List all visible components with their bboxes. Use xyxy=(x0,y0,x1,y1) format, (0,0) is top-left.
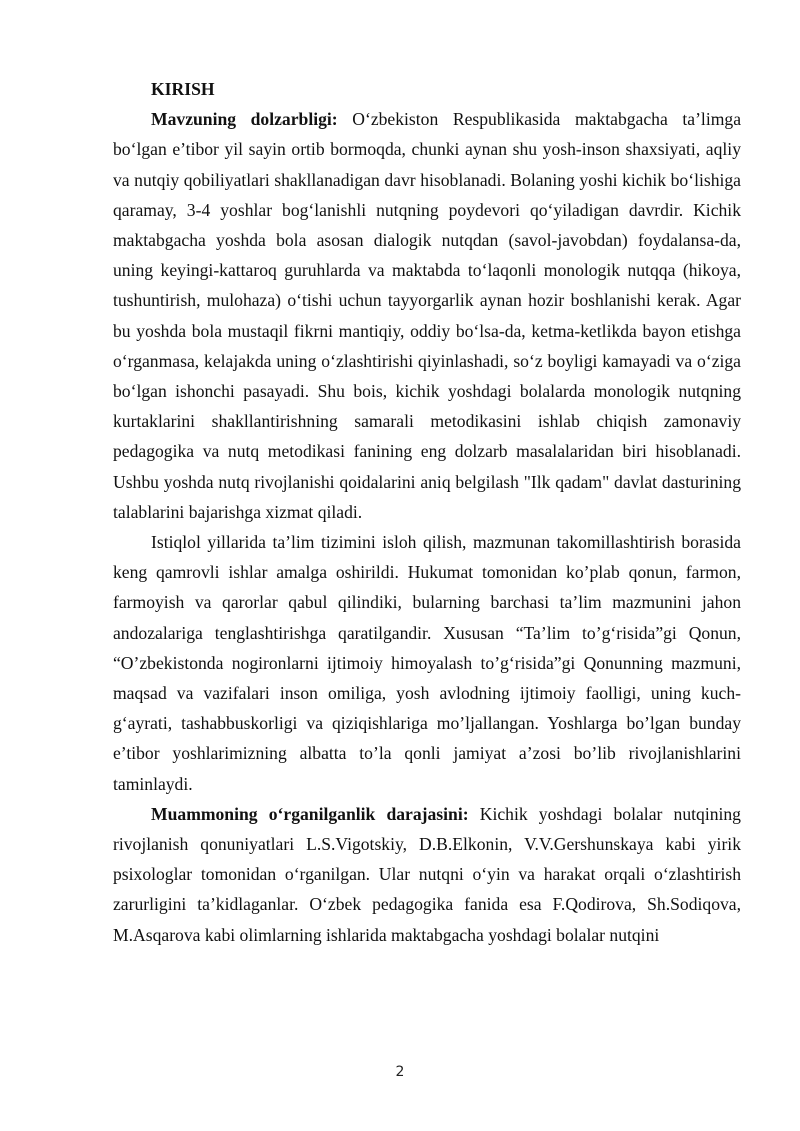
page-body xyxy=(113,74,741,950)
page-number: 2 xyxy=(395,1064,405,1080)
paragraph-reforms xyxy=(113,527,741,799)
paragraph-lead: Mavzuning dolzarbligi: xyxy=(151,109,338,130)
paragraph-relevance xyxy=(113,104,741,527)
paragraph-text: Istiqlol yillarida ta’lim tizimini isloh qilish, mazmunan takomillashtirish borasida keng qamrovli ishlar amalga oshirildi. Hukumat tomonidan ko’plab qonun, farmon, farmoyish va qarorlar qabul qilindiki, bularning barchasi ta’lim mazmunini jahon andozalariga tenglashtirishga qaratilgandir. Xususan “Ta’lim to’g‘risida”gi Qonun, “O’zbekistonda nogironlarni ijtimoiy himoyalash to’g‘risida”gi Qonunning mazmuni, maqsad va vazifalari inson omiliga, yosh avlodning ijtimoiy faolligi, uning kuch-g‘ayrati, tashabbuskorligi va qiziqishlariga mo’ljallangan. Yoshlarga bo’lgan bunday e’tibor yoshlarimizning albatta to’la qonli jamiyat a’zosi bo’lib rivojlanishlarini taminlaydi. xyxy=(113,532,741,794)
section-heading: KIRISH xyxy=(151,79,215,99)
paragraph-text: O‘zbekiston Respublikasida maktabgacha ta’limga bo‘lgan e’tibor yil sayin ortib bormoqda, chunki aynan shu yosh-inson shaxsiyati, aqliy va nutqiy qobiliyatlari shakllanadigan davr hisoblanadi. Bolaning yoshi kichik bo‘lishiga qaramay, 3-4 yoshlar bog‘lanishli nutqning poydevori qo‘yiladigan davrdir. Kichik maktabgacha yoshda bola asosan dialogik nutqdan (savol-javobdan) foydalansa-da, uning keyingi-kattaroq guruhlarda va maktabda to‘laqonli monologik nutqqa (hikoya, tushuntirish, mulohaza) o‘tishi uchun tayyorgarlik aynan hozir boshlanishi kerak. Agar bu yoshda bola mustaqil fikrni mantiqiy, oddiy bo‘lsa-da, ketma-ketlikda bayon etishga o‘rganmasa, kelajakda uning o‘zlashtirishi qiyinlashadi, so‘z boyligi kamayadi va o‘ziga bo‘lgan ishonchi pasayadi. Shu bois, kichik yoshdagi bolalarda monologik nutqning kurtaklarini shakllantirishning samarali metodikasini ishlab chiqish zamonaviy pedagogika va nutq metodikasi fanining eng dolzarb masalalaridan biri hisoblanadi. Ushbu yoshda nutq rivojlanishi qoidalarini aniq belgilash "Ilk qadam" davlat dasturining talablarini bajarishga xizmat qiladi. xyxy=(113,109,742,522)
paragraph-research-level xyxy=(113,799,741,950)
paragraph-lead: Muammoning o‘rganilganlik darajasini: xyxy=(151,803,469,824)
paragraph-text: Kichik yoshdagi bolalar nutqining rivojlanish qonuniyatlari L.S.Vigotskiy, D.B.Elkonin, V.V.Gershunskaya kabi yirik psixologlar tomonidan o‘rganilgan. Ular nutqni o‘yin va harakat orqali o‘zlashtirish zarurligini ta’kidlaganlar. O‘zbek pedagogika fanida esa F.Qodirova, Sh.Sodiqova, M.Asqarova kabi olimlarning ishlarida maktabgacha yoshdagi bolalar nutqini xyxy=(113,803,741,945)
